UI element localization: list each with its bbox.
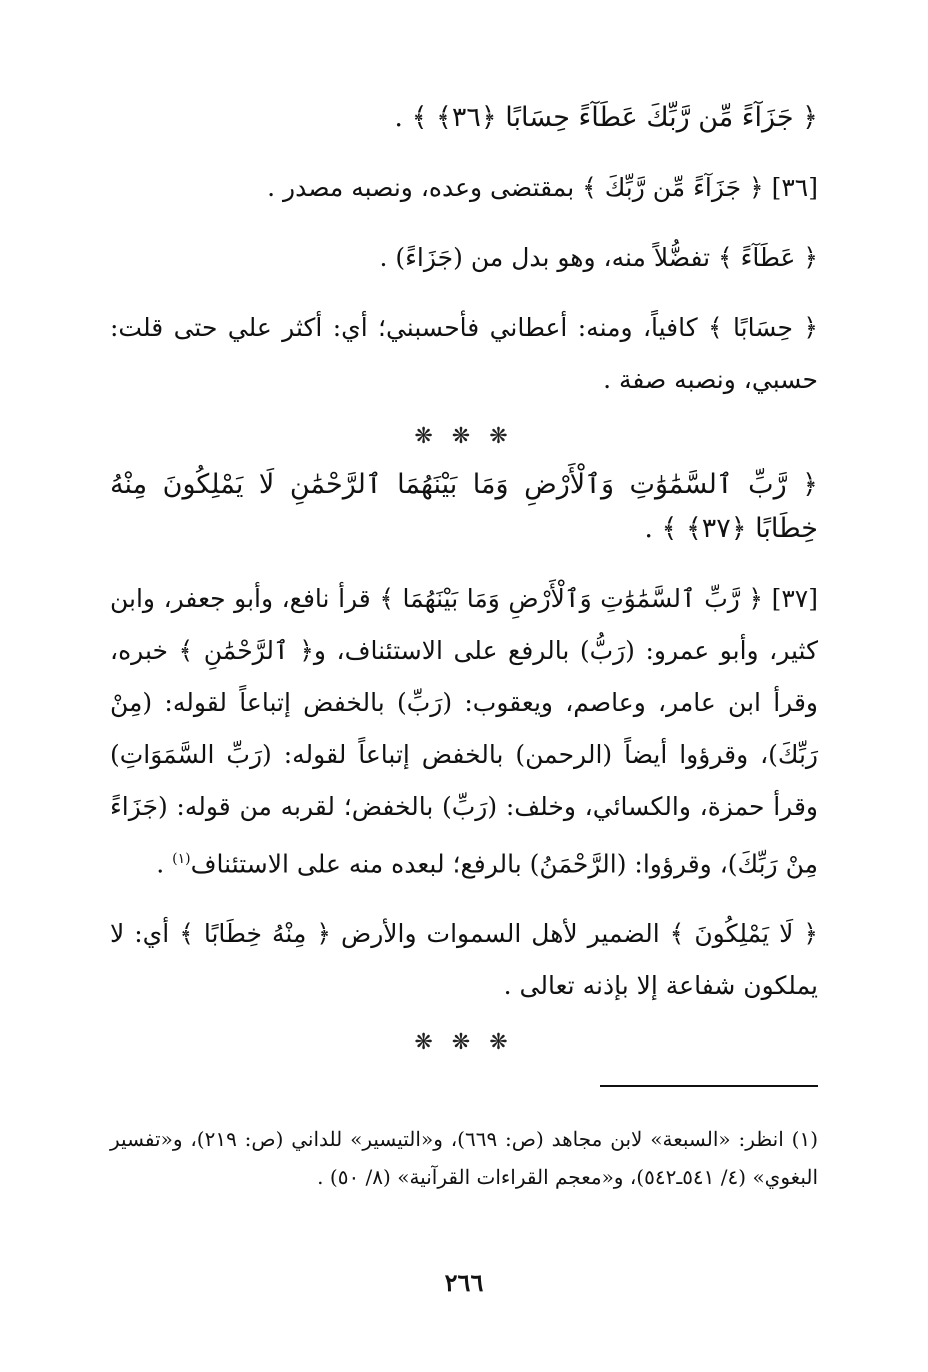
page-body [110, 96, 818, 1069]
commentary-37-readings [110, 573, 818, 890]
commentary-la-yamlikun: ﴿ لَا يَمْلِكُونَ ﴾ الضمير لأهل السموات والأرض ﴿ مِنْهُ خِطَابًا ﴾ أي: لا يملكون شفاعة إلا بإذنه تعالى . [110, 919, 818, 1001]
section-divider-stars-end: ❋ ❋ ❋ [414, 1030, 514, 1056]
verse-37: ﴿ رَّبِّ ٱلسَّمَٰوَٰتِ وَٱلْأَرْضِ وَمَا بَيْنَهُمَا ٱلرَّحْمَٰنِ لَا يَمْلِكُونَ مِنْهُ خِطَابًا ﴿٣٧﴾ ﴾ . [110, 469, 818, 544]
footnote-reference: (١) [172, 851, 191, 867]
commentary-36-intro: [٣٦] ﴿ جَزَآءً مِّن رَّبِّكَ ﴾ بمقتضى وعده، ونصبه مصدر . [267, 173, 818, 202]
page-number: ٢٦٦ [444, 1268, 484, 1297]
commentary-37-text: [٣٧] ﴿ رَّبِّ ٱلسَّمَٰوَٰتِ وَٱلْأَرْضِ وَمَا بَيْنَهُمَا ﴾ قرأ نافع، وأبو جعفر، وابن كثير، وأبو عمرو: (رَبُّ) بالرفع على الاستئناف، و﴿ ٱلرَّحْمَٰنِ ﴾ خبره، وقرأ ابن عامر، وعاصم، ويعقوب: (رَبِّ) بالخفض إتباعاً لقوله: (مِنْ رَبِّكَ)، وقرؤوا أيضاً (الرحمن) بالخفض إتباعاً لقوله: (رَبِّ السَّمَوَاتِ) وقرأ حمزة، والكسائي، وخلف: (رَبِّ) بالخفض؛ لقربه من قوله: (جَزَاءً مِنْ رَبِّكَ)، وقرؤوا: (الرَّحْمَنُ) بالرفع؛ لبعده منه على الاستئناف [110, 584, 818, 879]
footnote-separator [600, 1085, 818, 1087]
section-divider-stars: ❋ ❋ ❋ [414, 424, 514, 449]
commentary-37-end: . [156, 849, 173, 879]
verse-36: ﴿ جَزَآءً مِّن رَّبِّكَ عَطَآءً حِسَابًا ﴿٣٦﴾ ﴾ . [394, 102, 818, 133]
footnote-1: (١) انظر: «السبعة» لابن مجاهد (ص: ٦٦٩)، و«التيسير» للداني (ص: ٢١٩)، و«تفسير البغوي» (٤/ ٥٤١ـ٥٤٢)، و«معجم القراءات القرآنية» (٨/ ٥٠) . [110, 1127, 818, 1189]
commentary-ataa: ﴿ عَطَآءً ﴾ تفضُّلاً منه، وهو بدل من (جَزَاءً) . [379, 243, 818, 272]
commentary-hisaba: ﴿ حِسَابًا ﴾ كافياً، ومنه: أعطاني فأحسبني؛ أي: أكثر علي حتى قلت: حسبي، ونصبه صفة . [110, 313, 818, 394]
